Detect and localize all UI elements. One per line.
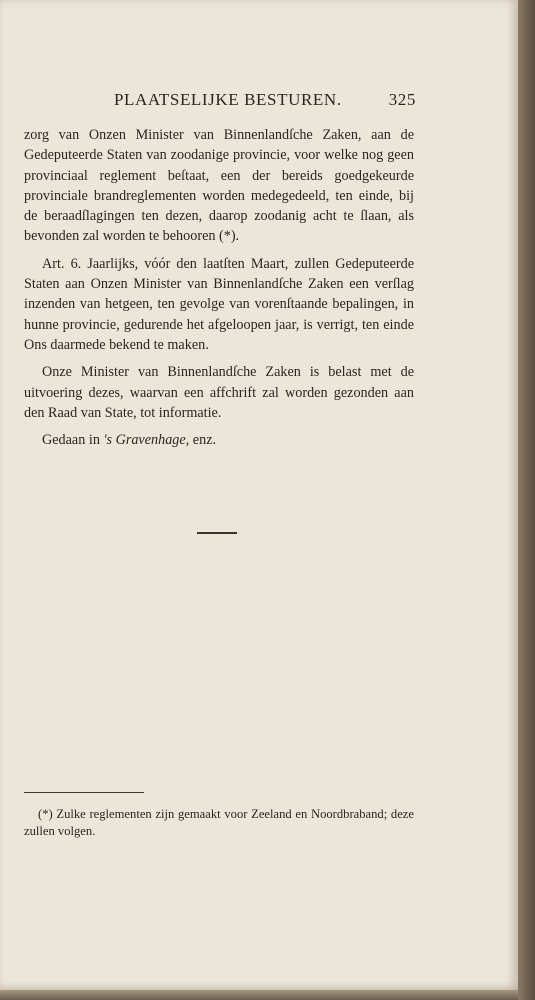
page-bottom-edge [0,990,518,1000]
section-end-rule [197,532,237,534]
paragraph-continuation: zorg van Onzen Minister van Binnenlandſche Zaken, aan de Gedeputeerde Staten van zoodanige provincie, voor welke nog geen provinciaal reglement beſtaat, een der bereids goedgekeurde provinciale brandreglementen worden medegedeeld, ten einde, bij de beraadſlagingen ten dezen, daarop zoodanig acht te ſlaan, als bevonden zal worden te behooren (*). [24,127,414,245]
page-number: 325 [388,90,416,109]
page-edge [518,0,535,1000]
signature-suffix: , enz. [185,432,217,449]
footnote: (*) Zulke reglementen zijn gemaakt voor Zeeland en Noordbraband; deze zullen volgen. [24,807,414,838]
paragraph-article-6: Art. 6. Jaarlijks, vóór den laatſten Maart, zullen Gedeputeerde Staten aan Onzen Minister van Binnenlandſche Zaken een verſlag inzenden van hetgeen, ten gevolge van vorenſtaande bepalingen, in hunne provincie, gedurende het afgeloopen jaar, is verrigt, ten einde Ons daarmede bekend te maken. [24,255,414,353]
signature-prefix: Gedaan in [42,432,104,449]
running-head: PLAATSELIJKE BESTUREN. [114,90,342,109]
footnote-rule [24,792,144,793]
paragraph-execution: Onze Minister van Binnenlandſche Zaken is belast met de uitvoering dezes, waarvan een affchrift zal worden gezonden aan den Raad van State, tot informatie. [24,364,414,421]
signature-place: 's Gravenhage [103,432,186,449]
body-text [24,125,414,457]
signature-line [24,430,414,450]
